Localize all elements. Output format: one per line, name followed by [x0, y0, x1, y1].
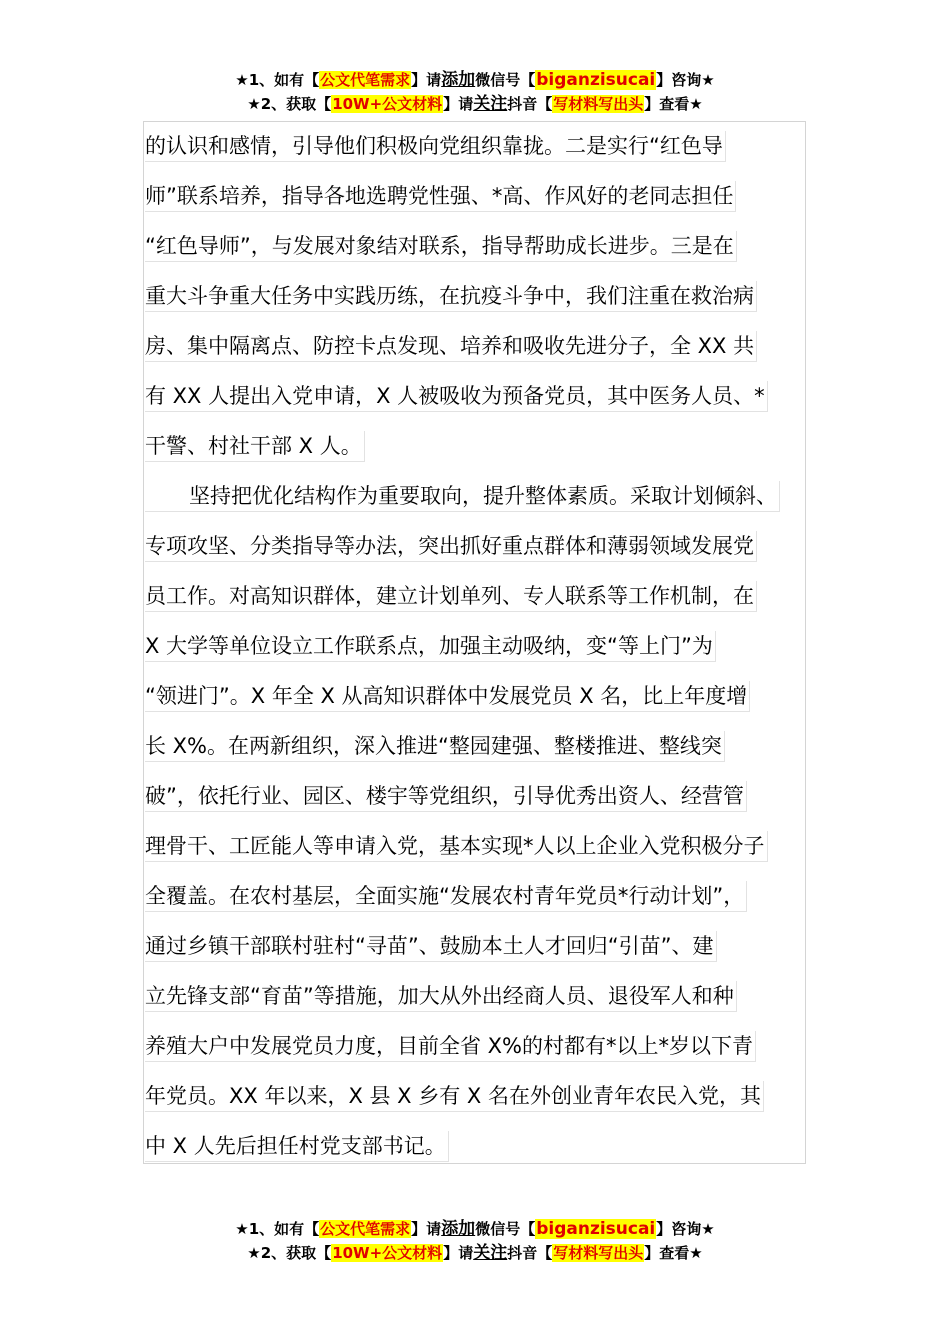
star-icon: ★	[247, 1244, 261, 1262]
star-icon: ★	[247, 95, 261, 113]
text-line-content: 全覆盖。在农村基层，全面实施“发展农村青年党员*行动计划”，	[145, 881, 747, 912]
banner-text: 2、获取【	[260, 1244, 332, 1262]
text-line-content: 通过乡镇干部联村驻村“寻苗”、鼓励本土人才回归“引苗”、建	[145, 931, 717, 962]
star-icon: ★	[701, 1220, 715, 1238]
banner-line-1	[0, 1217, 950, 1241]
banner-text: 2、获取【	[260, 95, 332, 113]
text-line-content: 年党员。XX 年以来，X 县 X 乡有 X 名在外创业青年农民入党，其	[145, 1081, 764, 1112]
text-line-content: 破”，依托行业、园区、楼宇等党组织，引导优秀出资人、经营管	[145, 781, 747, 812]
footer-banner	[0, 1217, 950, 1265]
text-line	[145, 1021, 825, 1071]
banner-text: 】查看	[644, 1244, 690, 1262]
text-line	[145, 171, 825, 221]
banner-emphasis: 关注	[473, 1243, 508, 1263]
text-line	[145, 871, 825, 921]
banner-text: 抖音【	[507, 1244, 553, 1262]
text-line	[145, 371, 825, 421]
paragraph-start-line	[145, 471, 825, 521]
banner-line-1	[0, 68, 950, 92]
text-line	[145, 921, 825, 971]
star-icon: ★	[235, 1220, 249, 1238]
text-line	[145, 221, 825, 271]
text-line-content: 立先锋支部“育苗”等措施，加大从外出经商人员、退役军人和种	[145, 981, 737, 1012]
text-line-content: 专项攻坚、分类指导等办法，突出抓好重点群体和薄弱领域发展党	[145, 531, 757, 562]
text-line	[145, 121, 825, 171]
highlight-douyin: 写材料写出头	[553, 1244, 644, 1262]
text-line-content: 坚持把优化结构作为重要取向，提升整体素质。采取计划倾斜、	[145, 481, 780, 512]
highlight-wechat-id: biganzisucai	[536, 70, 656, 90]
text-line	[145, 1121, 825, 1171]
banner-text: 1、如有【	[248, 71, 320, 89]
text-line-content: X 大学等单位设立工作联系点，加强主动吸纳，变“等上门”为	[145, 631, 716, 662]
header-banner	[0, 68, 950, 116]
text-line-content: 员工作。对高知识群体，建立计划单列、专人联系等工作机制，在	[145, 581, 757, 612]
text-line-content: 重大斗争重大任务中实践历练，在抗疫斗争中，我们注重在救治病	[145, 281, 757, 312]
banner-text: 抖音【	[507, 95, 553, 113]
text-line-content: 长 X%。在两新组织，深入推进“整园建强、整楼推进、整线突	[145, 731, 725, 762]
banner-emphasis: 添加	[441, 70, 476, 90]
text-line	[145, 421, 825, 471]
text-line-content: 房、集中隔离点、防控卡点发现、培养和吸收先进分子，全 XX 共	[145, 331, 757, 362]
text-line-content: 干警、村社干部 X 人。	[145, 431, 365, 462]
text-line-content: 理骨干、工匠能人等申请入党，基本实现*人以上企业入党积极分子	[145, 831, 768, 862]
text-line	[145, 671, 825, 721]
text-line-content: 养殖大户中发展党员力度，目前全省 X%的村都有*以上*岁以下青	[145, 1031, 756, 1062]
banner-emphasis: 关注	[473, 94, 508, 114]
star-icon: ★	[689, 95, 703, 113]
text-line-content: 有 XX 人提出入党申请，X 人被吸收为预备党员，其中医务人员、*	[145, 381, 768, 412]
text-line	[145, 821, 825, 871]
text-line	[145, 521, 825, 571]
text-line-content: “领进门”。X 年全 X 从高知识群体中发展党员 X 名，比上年度增	[145, 681, 750, 712]
text-line	[145, 571, 825, 621]
banner-text: 】查看	[644, 95, 690, 113]
star-icon: ★	[701, 71, 715, 89]
highlight-douyin: 写材料写出头	[553, 95, 644, 113]
banner-emphasis: 添加	[441, 1219, 476, 1239]
highlight-materials: 10W+公文材料	[332, 1244, 443, 1262]
banner-text: 】请	[443, 1244, 474, 1262]
star-icon: ★	[689, 1244, 703, 1262]
banner-text: 】请	[443, 95, 474, 113]
text-line	[145, 971, 825, 1021]
banner-text: 】咨询	[656, 1220, 702, 1238]
document-body	[145, 121, 825, 1171]
banner-line-2	[0, 92, 950, 116]
highlight-wechat-id: biganzisucai	[536, 1219, 656, 1239]
banner-text: 】请	[411, 1220, 442, 1238]
star-icon: ★	[235, 71, 249, 89]
text-line	[145, 1071, 825, 1121]
highlight-ghostwriting: 公文代笔需求	[320, 71, 411, 89]
banner-text: 微信号【	[475, 1220, 536, 1238]
banner-text: 】请	[411, 71, 442, 89]
text-line	[145, 271, 825, 321]
text-line-content: 师”联系培养，指导各地选聘党性强、*高、作风好的老同志担任	[145, 181, 736, 212]
banner-text: 】咨询	[656, 71, 702, 89]
highlight-ghostwriting: 公文代笔需求	[320, 1220, 411, 1238]
text-line	[145, 321, 825, 371]
text-line	[145, 721, 825, 771]
text-line	[145, 621, 825, 671]
text-line-content: 中 X 人先后担任村党支部书记。	[145, 1131, 449, 1162]
banner-text: 1、如有【	[248, 1220, 320, 1238]
banner-line-2	[0, 1241, 950, 1265]
text-line	[145, 771, 825, 821]
text-line-content: “红色导师”，与发展对象结对联系，指导帮助成长进步。三是在	[145, 231, 737, 262]
text-line-content: 的认识和感情，引导他们积极向党组织靠拢。二是实行“红色导	[145, 131, 726, 162]
banner-text: 微信号【	[475, 71, 536, 89]
highlight-materials: 10W+公文材料	[332, 95, 443, 113]
